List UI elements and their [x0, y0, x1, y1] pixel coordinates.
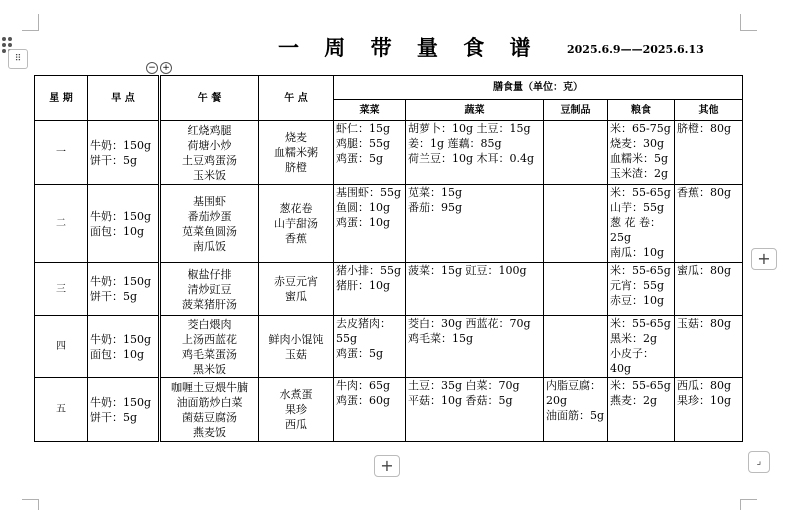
cell-line: 玉米渣：2g [610, 167, 669, 180]
header-grain: 粮食 [608, 100, 675, 121]
table-row [35, 263, 743, 316]
vegetable-cell[interactable] [406, 378, 544, 442]
cell-line: 蜜瓜：80g [677, 264, 732, 277]
cell-line: 牛奶：150g [90, 138, 152, 152]
cell-line: 饼干：5g [90, 153, 138, 167]
snack-cell[interactable] [259, 121, 334, 185]
cell-line: 姜：1g 莲藕：85g [408, 137, 502, 150]
cell-line: 玉米饭 [193, 168, 226, 182]
page-corner-top-left [22, 14, 39, 31]
table-row [35, 185, 743, 263]
cell-line: 基围虾：55g [336, 186, 402, 199]
cell-line: 基围虾 [193, 194, 226, 208]
lunch-cell[interactable] [160, 378, 259, 442]
cell-line: 西瓜：80g [677, 379, 732, 392]
other-cell[interactable] [675, 263, 743, 316]
soy-cell[interactable] [544, 121, 608, 185]
weekday-cell[interactable]: 五 [35, 378, 88, 442]
cell-line: 鸡蛋：60g [336, 394, 391, 407]
cell-line: 胡萝卜：10g 土豆：15g [408, 122, 531, 135]
header-vegetables: 蔬菜 [406, 100, 544, 121]
breakfast-cell[interactable] [88, 185, 160, 263]
cell-line: 牛奶：150g [90, 332, 152, 346]
page-corner-bottom-left [22, 499, 39, 510]
cell-line: 饼干：5g [90, 290, 138, 303]
meat-cell[interactable] [334, 378, 406, 442]
cell-line: 山芋：55g [610, 201, 665, 214]
cell-line: 红烧鸡腿 [187, 123, 232, 137]
cell-line: 茭白：30g 西蓝花：70g [408, 317, 531, 330]
cell-line: 黑米：2g [610, 332, 658, 345]
add-column-button[interactable]: + [751, 248, 777, 270]
insert-column-icon[interactable]: + [160, 62, 172, 74]
cell-line: 菠菜猪肝汤 [182, 297, 237, 311]
cell-line: 猪肝：10g [336, 279, 391, 292]
grain-cell[interactable] [608, 185, 675, 263]
cell-line: 鸡蛋：10g [336, 216, 391, 229]
cell-line: 果珍 [285, 403, 307, 416]
cell-line: 油面筋：5g [546, 409, 605, 422]
weekday-cell[interactable]: 二 [35, 185, 88, 263]
cell-line: 烧麦 [285, 131, 307, 144]
cell-line: 面包：10g [90, 224, 145, 238]
snack-cell[interactable] [259, 185, 334, 263]
cell-line: 55g [336, 332, 358, 345]
breakfast-cell[interactable] [88, 378, 160, 442]
cell-line: 40g [610, 362, 632, 375]
header-intake: 膳食量（单位：克） [334, 76, 743, 100]
page-corner-top-right [740, 14, 757, 31]
lunch-cell[interactable] [160, 263, 259, 316]
cell-line: 油面筋炒白菜 [176, 395, 243, 409]
vegetable-cell[interactable] [406, 316, 544, 378]
cell-line: 赤豆元宵 [274, 275, 318, 288]
cell-line: 饼干：5g [90, 410, 138, 424]
cell-line: 苋菜鱼圆汤 [182, 224, 237, 238]
vegetable-cell[interactable] [406, 185, 544, 263]
meat-cell[interactable] [334, 263, 406, 316]
cell-line: 葱 花 卷： [610, 216, 661, 229]
cell-line: 脐橙：80g [677, 122, 732, 135]
cell-line: 咖喱土豆煨牛腩 [171, 380, 248, 394]
cell-line: 牛奶：150g [90, 395, 152, 409]
cell-line: 血糯米粥 [274, 146, 318, 159]
lunch-cell[interactable] [160, 121, 259, 185]
weekly-menu-table [34, 75, 743, 442]
cell-line: 荷塘小炒 [187, 138, 232, 152]
cell-line: 土豆鸡蛋汤 [182, 153, 237, 167]
cell-line: 玉菇 [285, 347, 307, 361]
cell-line: 烧麦：30g [610, 137, 665, 150]
cell-line: 燕麦：2g [610, 394, 658, 407]
cell-line: 菠菜：15g 豇豆：100g [408, 264, 527, 277]
cell-line: 清炒豇豆 [187, 282, 232, 296]
lunch-cell[interactable] [160, 316, 259, 378]
cell-line: 黑米饭 [193, 362, 226, 376]
cell-line: 椒盐仔排 [187, 267, 232, 281]
soy-cell[interactable] [544, 378, 608, 442]
cell-line: 土豆：35g 白菜：70g [408, 379, 520, 392]
cell-line: 虾仁：15g [336, 122, 391, 135]
header-soy: 豆制品 [544, 100, 608, 121]
cell-line: 米：65-75g [610, 122, 671, 135]
cell-line: 元宵：55g [610, 279, 665, 292]
cell-line: 米：55-65g [610, 264, 671, 277]
cell-line: 燕麦饭 [193, 425, 226, 439]
cell-line: 脐橙 [285, 161, 307, 174]
cell-line: 南瓜饭 [193, 239, 226, 253]
header-snack: 午 点 [259, 76, 334, 121]
cell-line: 血糯米：5g [610, 152, 669, 165]
header-weekday: 星 期 [35, 76, 88, 121]
cell-line: 鲜肉小馄饨 [268, 332, 324, 346]
meat-cell[interactable] [334, 185, 406, 263]
cell-line: 苋菜：15g [408, 186, 463, 199]
soy-cell[interactable] [544, 185, 608, 263]
cell-line: 鱼圆：10g [336, 201, 391, 214]
cell-line: 水煮蛋 [279, 388, 313, 401]
page-title: 一 周 带 量 食 谱 [278, 35, 540, 60]
cell-line: 去皮猪肉： [336, 317, 391, 330]
cell-line: 鸡毛菜蛋汤 [182, 347, 237, 361]
lunch-cell[interactable] [160, 185, 259, 263]
cell-line: 面包：10g [90, 347, 145, 361]
cell-line: 番茄：95g [408, 201, 463, 214]
meat-cell[interactable] [334, 121, 406, 185]
header-lunch: 午 餐 [160, 76, 259, 121]
cell-line: 平菇：10g 香菇：5g [408, 394, 513, 407]
snack-cell[interactable] [259, 378, 334, 442]
table-move-icon[interactable]: ⠿ [8, 49, 28, 69]
weekday-cell[interactable]: 一 [35, 121, 88, 185]
cell-line: 鸡毛菜：15g [408, 332, 474, 345]
cell-line: 山芋甜汤 [274, 217, 318, 230]
cell-line: 番茄炒蛋 [187, 209, 232, 223]
grain-cell[interactable] [608, 263, 675, 316]
breakfast-cell[interactable] [88, 316, 160, 378]
page-corner-bottom-right [740, 499, 757, 510]
cell-line: 小皮子： [610, 347, 654, 360]
table-row [35, 121, 743, 185]
cell-line: 玉菇：80g [677, 317, 732, 330]
table-row [35, 316, 743, 378]
other-cell[interactable] [675, 185, 743, 263]
snack-cell[interactable] [259, 316, 334, 378]
soy-cell[interactable] [544, 263, 608, 316]
cell-line: 鸡腿：55g [336, 137, 391, 150]
cell-line: 米：55-65g [610, 317, 671, 330]
cell-line: 鸡蛋：5g [336, 152, 384, 165]
cell-line: 南瓜：10g [610, 246, 665, 259]
weekday-cell[interactable]: 四 [35, 316, 88, 378]
other-cell[interactable] [675, 121, 743, 185]
vegetable-cell[interactable] [406, 121, 544, 185]
add-row-button[interactable]: + [374, 455, 400, 477]
grain-cell[interactable] [608, 378, 675, 442]
snack-cell[interactable] [259, 263, 334, 316]
cell-line: 西瓜 [285, 418, 307, 431]
vegetable-cell[interactable] [406, 263, 544, 316]
meat-cell[interactable] [334, 316, 406, 378]
cell-line: 茭白煨肉 [187, 317, 232, 331]
cell-line: 20g [546, 394, 568, 407]
grain-cell[interactable] [608, 121, 675, 185]
cell-line: 蜜瓜 [285, 290, 307, 303]
breakfast-cell[interactable] [88, 121, 160, 185]
remove-column-icon[interactable]: − [146, 62, 158, 74]
cell-line: 菌菇豆腐汤 [182, 410, 237, 424]
cell-line: 上汤西蓝花 [182, 332, 237, 346]
weekday-cell[interactable]: 三 [35, 263, 88, 316]
cell-line: 葱花卷 [279, 202, 313, 215]
cell-line: 米：55-65g [610, 186, 671, 199]
cell-line: 鸡蛋：5g [336, 347, 384, 360]
cell-line: 米：55-65g [610, 379, 671, 392]
cell-line: 香蕉 [285, 232, 307, 245]
date-range: 2025.6.9——2025.6.13 [567, 43, 704, 56]
other-cell[interactable] [675, 316, 743, 378]
grain-cell[interactable] [608, 316, 675, 378]
soy-cell[interactable] [544, 316, 608, 378]
cell-line: 牛肉：65g [336, 379, 391, 392]
other-cell[interactable] [675, 378, 743, 442]
breakfast-cell[interactable] [88, 263, 160, 316]
cell-line: 25g [610, 231, 632, 244]
cell-line: 牛奶：150g [90, 209, 152, 223]
cell-line: 果珍：10g [677, 394, 732, 407]
table-row [35, 378, 743, 442]
cell-line: 牛奶：150g [90, 275, 152, 288]
cell-line: 荷兰豆：10g 木耳：0.4g [408, 152, 535, 165]
header-breakfast: 早 点 [88, 76, 160, 121]
header-other: 其他 [675, 100, 743, 121]
cell-line: 猪小排：55g [336, 264, 402, 277]
cell-line: 香蕉：80g [677, 186, 732, 199]
table-resize-icon[interactable]: ⌟ [748, 451, 770, 473]
header-meat: 菜菜 [334, 100, 406, 121]
cell-line: 赤豆：10g [610, 294, 665, 307]
cell-line: 内脂豆腐： [546, 379, 601, 392]
